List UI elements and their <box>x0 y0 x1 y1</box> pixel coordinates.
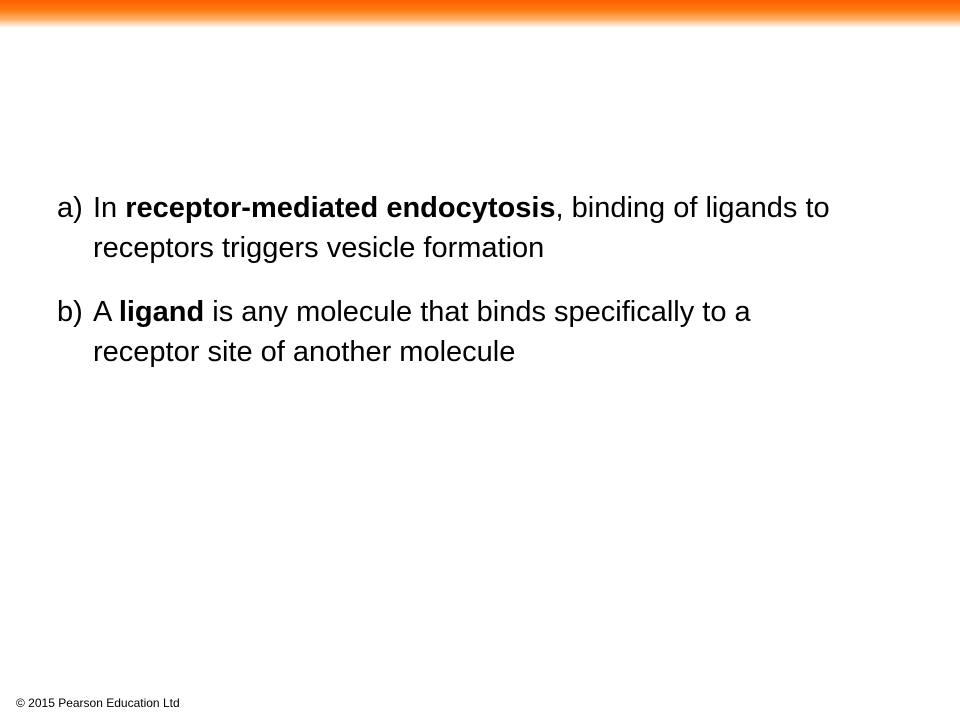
list-marker: b) <box>57 296 83 328</box>
copyright-footer: © 2015 Pearson Education Ltd <box>16 696 180 710</box>
top-accent-bar <box>0 0 960 28</box>
list-item-text: In receptor-mediated endocytosis, binding of ligands to receptors triggers vesicle formation <box>93 192 830 264</box>
list-item-b <box>57 292 857 372</box>
bold-term: ligand <box>118 296 205 328</box>
list-item-text: A ligand is any molecule that binds specifically to a receptor site of another molecule <box>93 296 751 368</box>
bold-term: receptor-mediated endocytosis <box>125 192 556 224</box>
slide-body <box>57 188 857 396</box>
list-item-a <box>57 188 857 268</box>
list-marker: a) <box>57 192 83 224</box>
